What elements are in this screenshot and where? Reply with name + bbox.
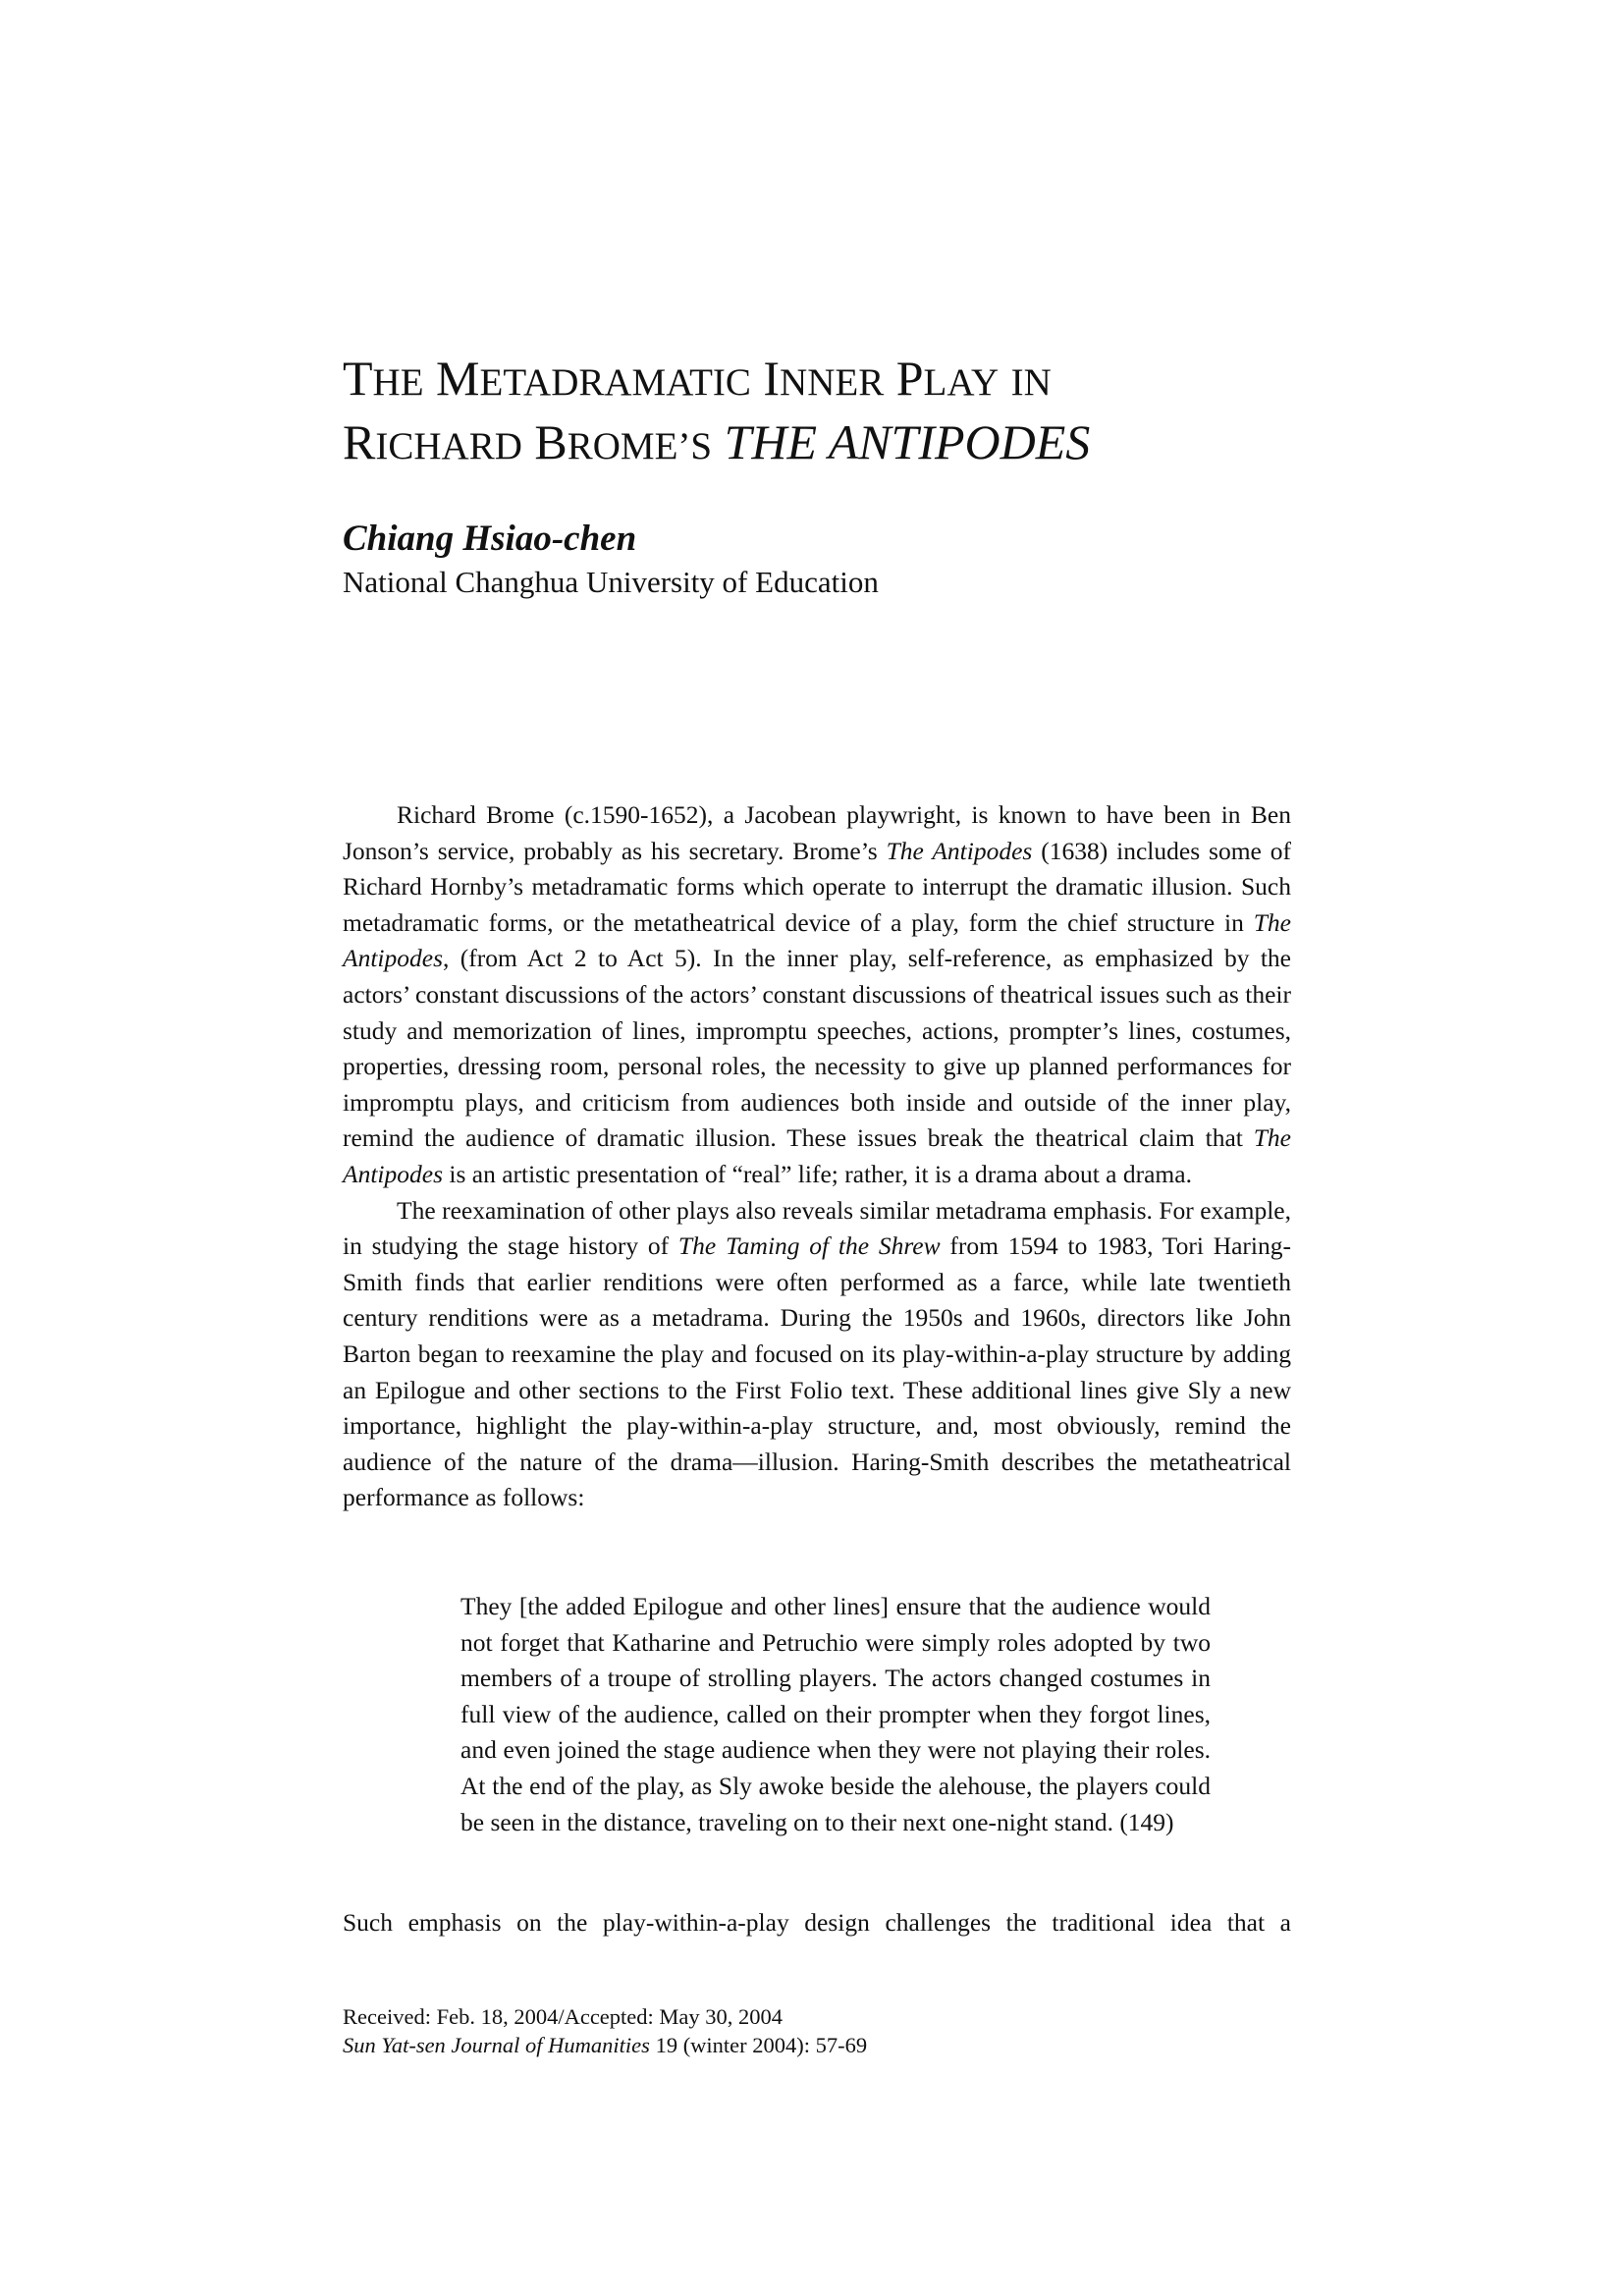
body-text [343, 797, 1291, 1516]
paper-title [343, 349, 1291, 476]
paragraph-1: Richard Brome (c.1590-1652), a Jacobean playwright, is known to have been in Ben Jonson’s service, probably as his secretary. Brome’s The Antipodes (1638) includes some of Richard Hornby’s metadramatic forms which operate to interrupt the dramatic illusion. Such metadramatic forms, or the metatheatrical device of a play, form the chief structure in The Antipodes, (from Act 2 to Act 5). In the inner play, self-reference, as emphasized by the actors’ constant discussions of the actors’ constant discussions of theatrical issues such as their study and memorization of lines, impromptu speeches, actions, prompter’s lines, costumes, properties, dressing room, personal roles, the necessity to give up planned performances for impromptu plays, and criticism from audiences both inside and outside of the inner play, remind the audience of dramatic illusion. These issues break the theatrical claim that The Antipodes is an artistic presentation of “real” life; rather, it is a drama about a drama. [343, 800, 1292, 1188]
paragraph-3: Such emphasis on the play-within-a-play design challenges the traditional idea that a [343, 1908, 1291, 1937]
title-line-2: RICHARD BROME’S THE ANTIPODES [343, 414, 1091, 469]
received-accepted-dates: Received: Feb. 18, 2004/Accepted: May 30, 2004 [343, 2004, 784, 2029]
journal-citation: Sun Yat-sen Journal of Humanities 19 (winter 2004): 57-69 [343, 2033, 868, 2057]
author-name: Chiang Hsiao-chen [343, 519, 637, 559]
block-quote: They [the added Epilogue and other lines] ensure that the audience would not forget that Katharine and Petruchio were simply roles adopted by two members of a troupe of strolling players. The actors changed costumes in full view of the audience, called on their prompter when they forgot lines, and even joined the stage audience when they were not playing their roles. At the end of the play, as Sly awoke beside the alehouse, the players could be seen in the distance, traveling on to their next one-night stand. (149) [460, 1592, 1211, 1836]
title-play-name: THE ANTIPODES [724, 414, 1091, 469]
author-affiliation: National Changhua University of Education [343, 565, 879, 599]
footer-note [343, 2002, 867, 2059]
paragraph-2: The reexamination of other plays also reveals similar metadrama emphasis. For example, in studying the stage history of The Taming of the Shrew from 1594 to 1983, Tori Haring-Smith finds that earlier renditions were often performed as a farce, while late twentieth century renditions were as a metadrama. During the 1950s and 1960s, directors like John Barton began to reexamine the play and focused on its play-within-a-play structure by adding an Epilogue and other sections to the First Folio text. These additional lines give Sly a new importance, highlight the play-within-a-play structure, and, most obviously, remind the audience of the nature of the drama—illusion. Haring-Smith describes the metatheatrical performance as follows: [343, 1195, 1291, 1512]
title-line-1: THE METADRAMATIC INNER PLAY IN [343, 351, 1052, 406]
journal-name: Sun Yat-sen Journal of Humanities [343, 2033, 650, 2057]
